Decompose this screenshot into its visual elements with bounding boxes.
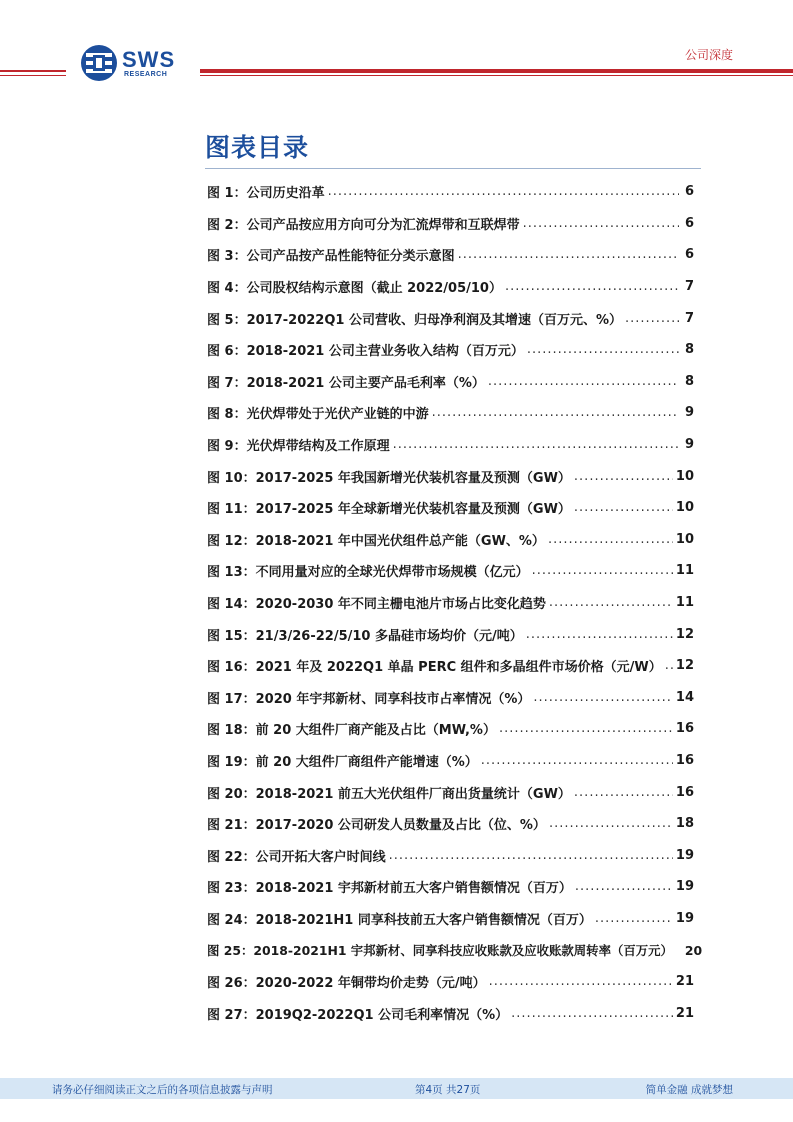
toc-entry-page: 19 [675,879,694,895]
toc-entry-page: 19 [675,910,694,926]
toc-leader-dots [499,721,673,736]
toc-entry-page: 6 [684,184,694,200]
toc-leader-dots [549,595,673,610]
footer-slogan: 简单金融 成就梦想 [645,1084,733,1096]
toc-entry-label: 图 17：2020 年宇邦新材、同享科技市占率情况（%） [207,691,531,707]
toc-entry[interactable] [207,429,694,461]
toc-entry-page: 8 [684,373,694,389]
toc-entry-page: 7 [684,310,694,326]
toc-leader-dots [574,500,673,515]
toc-title: 图表目录 [205,133,310,162]
toc-entry-label: 图 16：2021 年及 2022Q1 单晶 PERC 组件和多晶组件市场价格（元/W） [207,660,662,676]
footer-page-info: 第4页 共27页 [415,1084,481,1096]
toc-leader-dots [488,374,679,389]
toc-leader-dots [548,532,673,547]
toc-entry[interactable] [207,555,694,587]
toc-entry[interactable] [207,934,703,966]
toc-entry[interactable] [207,776,694,808]
toc-entry[interactable] [207,334,694,366]
toc-entry-label: 图 6：2018-2021 公司主营业务收入结构（百万元） [207,344,524,360]
toc-leader-dots [389,848,673,863]
toc-entry[interactable] [207,208,694,240]
toc-leader-dots [489,974,673,989]
toc-entry-page: 18 [675,816,694,832]
toc-entry-page: 16 [675,721,694,737]
toc-entry[interactable] [207,271,694,303]
toc-entry-label: 图 20：2018-2021 前五大光伏组件厂商出货量统计（GW） [207,786,571,802]
toc-entry-page: 6 [684,247,694,263]
toc-entry[interactable] [207,239,694,271]
toc-entry-page: 19 [675,847,694,863]
toc-leader-dots [481,753,673,768]
toc-leader-dots [511,1006,673,1021]
toc-entry-page: 10 [675,500,694,516]
toc-entry[interactable] [207,682,694,714]
toc-entry-label: 图 21：2017-2020 公司研发人员数量及占比（位、%） [207,818,546,834]
toc-entry-page: 10 [675,531,694,547]
title-divider [205,168,701,169]
toc-entry[interactable] [207,397,694,429]
toc-leader-dots [595,911,673,926]
report-type-label: 公司深度 [684,48,733,62]
toc-leader-dots [523,216,679,231]
toc-entry-label: 图 8：光伏焊带处于光伏产业链的中游 [207,407,429,423]
toc-entry[interactable] [207,366,694,398]
toc-list [207,176,703,1029]
footer-disclaimer: 请务必仔细阅读正文之后的各项信息披露与声明 [52,1084,273,1096]
toc-leader-dots [526,627,673,642]
toc-entry-page: 7 [684,279,694,295]
toc-entry[interactable] [207,587,694,619]
toc-entry-label: 图 9：光伏焊带结构及工作原理 [207,439,390,455]
toc-entry-label: 图 4：公司股权结构示意图（截止 2022/05/10） [207,281,502,297]
header-rule-left [0,70,66,72]
toc-entry-page: 21 [675,1005,694,1021]
toc-entry-label: 图 12：2018-2021 年中国光伏组件总产能（GW、%） [207,533,545,549]
toc-entry-label: 图 2：公司产品按应用方向可分为汇流焊带和互联焊带 [207,217,520,233]
toc-entry-page: 11 [675,563,694,579]
toc-leader-dots [527,342,679,357]
toc-entry[interactable] [207,524,694,556]
toc-entry-page: 11 [675,595,694,611]
toc-entry-label: 图 14：2020-2030 年不同主栅电池片市场占比变化趋势 [207,597,546,613]
toc-entry-label: 图 23：2018-2021 宇邦新材前五大客户销售额情况（百万） [207,881,572,897]
toc-entry-label: 图 3：公司产品按产品性能特征分类示意图 [207,249,455,265]
toc-entry[interactable] [207,302,694,334]
sws-logo-icon [80,44,118,82]
toc-entry-label: 图 22：公司开拓大客户时间线 [207,849,386,865]
toc-entry-label: 图 26：2020-2022 年铜带均价走势（元/吨） [207,976,486,992]
toc-entry-label: 图 11：2017-2025 年全球新增光伏装机容量及预测（GW） [207,502,571,518]
toc-leader-dots [458,247,679,262]
header-rule-left-thin [0,75,66,76]
toc-entry-page: 20 [684,942,703,958]
toc-entry[interactable] [207,808,694,840]
toc-entry-label: 图 15：21/3/26-22/5/10 多晶硅市场均价（元/吨） [207,628,523,644]
toc-entry[interactable] [207,650,694,682]
toc-leader-dots [549,816,673,831]
toc-entry-label: 图 1：公司历史沿革 [207,186,325,202]
toc-entry-page: 6 [684,215,694,231]
toc-entry-page: 12 [675,658,694,674]
toc-leader-dots [533,690,673,705]
toc-entry-page: 9 [684,437,694,453]
toc-entry-label: 图 18：前 20 大组件厂商产能及占比（MW,%） [207,723,496,739]
toc-entry[interactable] [207,966,694,998]
company-logo [80,44,190,84]
logo-text: SWS [122,47,176,72]
toc-entry[interactable] [207,839,694,871]
toc-entry-page: 10 [675,468,694,484]
toc-entry-label: 图 25：2018-2021H1 宇邦新材、同享科技应收账款及应收账款周转率（百万元） [207,943,673,959]
toc-leader-dots [393,437,679,452]
toc-entry-page: 21 [675,974,694,990]
toc-entry[interactable] [207,871,694,903]
toc-entry[interactable] [207,460,694,492]
toc-entry-label: 图 10：2017-2025 年我国新增光伏装机容量及预测（GW） [207,470,571,486]
toc-entry-page: 16 [675,752,694,768]
toc-leader-dots [574,469,673,484]
toc-entry-page: 9 [684,405,694,421]
toc-leader-dots [575,879,673,894]
toc-leader-dots [432,405,679,420]
header-rule-right [200,69,793,73]
toc-entry[interactable] [207,713,694,745]
toc-entry-page: 14 [675,689,694,705]
toc-entry-label: 图 19：前 20 大组件厂商组件产能增速（%） [207,754,478,770]
toc-leader-dots [532,563,673,578]
page-footer [0,1078,793,1099]
toc-leader-dots [665,658,673,673]
toc-entry-label: 图 27：2019Q2-2022Q1 公司毛利率情况（%） [207,1007,509,1023]
toc-leader-dots [574,785,673,800]
toc-entry[interactable] [207,997,694,1029]
toc-entry[interactable] [207,618,694,650]
header-rule-right-thin [200,75,793,76]
toc-entry-label: 图 5：2017-2022Q1 公司营收、归母净利润及其增速（百万元、%） [207,312,622,328]
toc-entry-page: 12 [675,626,694,642]
toc-entry-label: 图 13：不同用量对应的全球光伏焊带市场规模（亿元） [207,565,529,581]
toc-entry[interactable] [207,492,694,524]
toc-entry-page: 8 [684,342,694,358]
logo-subtext: RESEARCH [124,71,168,78]
toc-entry[interactable] [207,903,694,935]
toc-leader-dots [625,311,679,326]
toc-entry[interactable] [207,176,694,208]
toc-leader-dots [505,279,679,294]
toc-entry[interactable] [207,745,694,777]
toc-entry-label: 图 24：2018-2021H1 同享科技前五大客户销售额情况（百万） [207,912,592,928]
toc-entry-label: 图 7：2018-2021 公司主要产品毛利率（%） [207,375,485,391]
toc-leader-dots [328,184,679,199]
toc-entry-page: 16 [675,784,694,800]
